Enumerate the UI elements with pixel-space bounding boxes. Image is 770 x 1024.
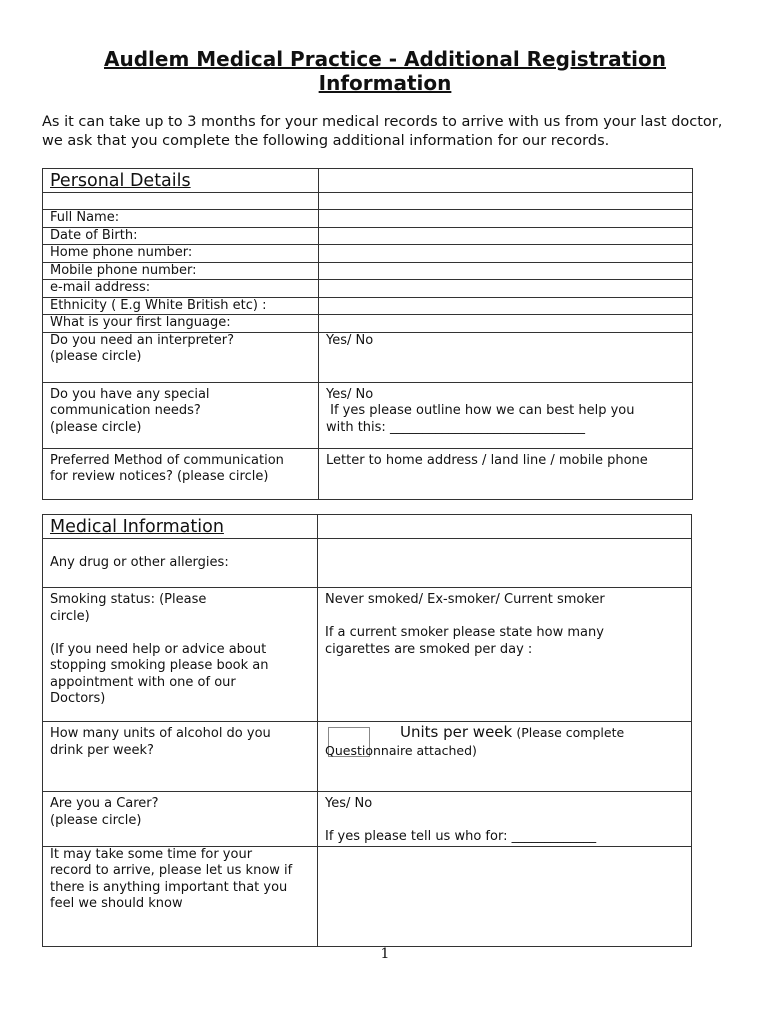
smoking-q-line1: Smoking status: (Please [50, 592, 207, 607]
alcohol-q-line2: drink per week? [50, 742, 154, 758]
interpreter-answer[interactable] [319, 332, 693, 382]
smoking-q-line4: stopping smoking please book an [50, 658, 269, 673]
smoking-q-line2: circle) [50, 608, 90, 624]
ethnicity-label: Ethnicity ( E.g White British etc) : [43, 297, 319, 315]
carer-question [43, 792, 318, 847]
smoking-question [43, 588, 318, 722]
smoking-a-line3: cigarettes are smoked per day : [325, 641, 533, 657]
email-field[interactable] [319, 280, 693, 298]
smoking-a-line2: If a current smoker please state how many [325, 625, 604, 640]
intro-text: As it can take up to 3 months for your medical records to arrive with us from your last doctor, we ask that you complete the following additional information for our records. [42, 114, 723, 149]
communication-needs-question [43, 382, 319, 448]
alcohol-answer [318, 722, 692, 792]
alcohol-question [43, 722, 318, 792]
preferred-method-line2: for review notices? (please circle) [50, 469, 269, 484]
medical-heading-blank [318, 515, 692, 539]
personal-details-table [42, 168, 693, 500]
carer-q-line2: (please circle) [50, 812, 142, 828]
home-phone-field[interactable] [319, 245, 693, 263]
communication-q-line1: Do you have any special [50, 386, 210, 402]
carer-who-for[interactable]: If yes please tell us who for: _____________ [325, 829, 597, 844]
spacer-cell [43, 193, 319, 210]
first-language-label: What is your first language: [43, 315, 319, 333]
preferred-method-line1: Preferred Method of communication [50, 452, 284, 468]
spacer-cell-right [319, 193, 693, 210]
important-info-question [43, 846, 318, 946]
communication-q-line2: communication needs? [50, 403, 201, 418]
communication-outline-text: If yes please outline how we can best help you [330, 403, 635, 418]
smoking-q-line6: Doctors) [50, 691, 106, 706]
communication-q-line3: (please circle) [50, 419, 142, 435]
preferred-method-answer[interactable] [319, 448, 693, 499]
mobile-phone-label: Mobile phone number: [43, 262, 319, 280]
full-name-field[interactable] [319, 210, 693, 228]
home-phone-label: Home phone number: [43, 245, 319, 263]
important-line4: feel we should know [50, 896, 183, 911]
units-per-week-label: Units per week [400, 723, 513, 741]
first-language-field[interactable] [319, 315, 693, 333]
carer-q-line1: Are you a Carer? [50, 796, 159, 811]
interpreter-yes-no[interactable]: Yes/ No [326, 332, 374, 348]
alcohol-note-line2: Questionnaire attached) [325, 743, 477, 758]
email-label: e-mail address: [43, 280, 319, 298]
medical-information-heading: Medical Information [43, 515, 318, 539]
smoking-q-line5: appointment with one of our [50, 674, 236, 690]
dob-label: Date of Birth: [43, 227, 319, 245]
full-name-label: Full Name: [43, 210, 319, 228]
medical-information-table [42, 514, 692, 947]
communication-yes-no[interactable]: Yes/ No [326, 386, 374, 402]
smoking-status-options[interactable]: Never smoked/ Ex-smoker/ Current smoker [325, 592, 605, 607]
preferred-method-options[interactable]: Letter to home address / land line / mobile phone [326, 452, 648, 468]
ethnicity-field[interactable] [319, 297, 693, 315]
important-info-field[interactable] [318, 846, 692, 946]
smoking-q-line3: (If you need help or advice about [50, 641, 267, 657]
page-title: Audlem Medical Practice - Additional Registration Information [103, 47, 667, 95]
allergies-field[interactable] [318, 539, 692, 588]
interpreter-note: (please circle) [50, 349, 142, 364]
communication-needs-answer[interactable] [319, 382, 693, 448]
important-line2: record to arrive, please let us know if [50, 863, 293, 878]
dob-field[interactable] [319, 227, 693, 245]
important-line1: It may take some time for your [50, 846, 253, 862]
alcohol-q-line1: How many units of alcohol do you [50, 726, 271, 741]
page-number: 1 [380, 946, 390, 962]
allergies-label: Any drug or other allergies: [43, 539, 318, 588]
communication-help-line[interactable]: with this: ______________________________ [326, 419, 585, 435]
personal-details-heading: Personal Details [43, 169, 319, 193]
interpreter-question-text: Do you need an interpreter? [50, 332, 235, 348]
interpreter-question [43, 332, 319, 382]
preferred-method-question [43, 448, 319, 499]
mobile-phone-field[interactable] [319, 262, 693, 280]
carer-answer[interactable] [318, 792, 692, 847]
alcohol-note-line1: (Please complete [516, 725, 625, 740]
smoking-answer[interactable] [318, 588, 692, 722]
carer-yes-no[interactable]: Yes/ No [325, 796, 373, 811]
personal-heading-blank [319, 169, 693, 193]
important-line3: there is anything important that you [50, 879, 288, 895]
